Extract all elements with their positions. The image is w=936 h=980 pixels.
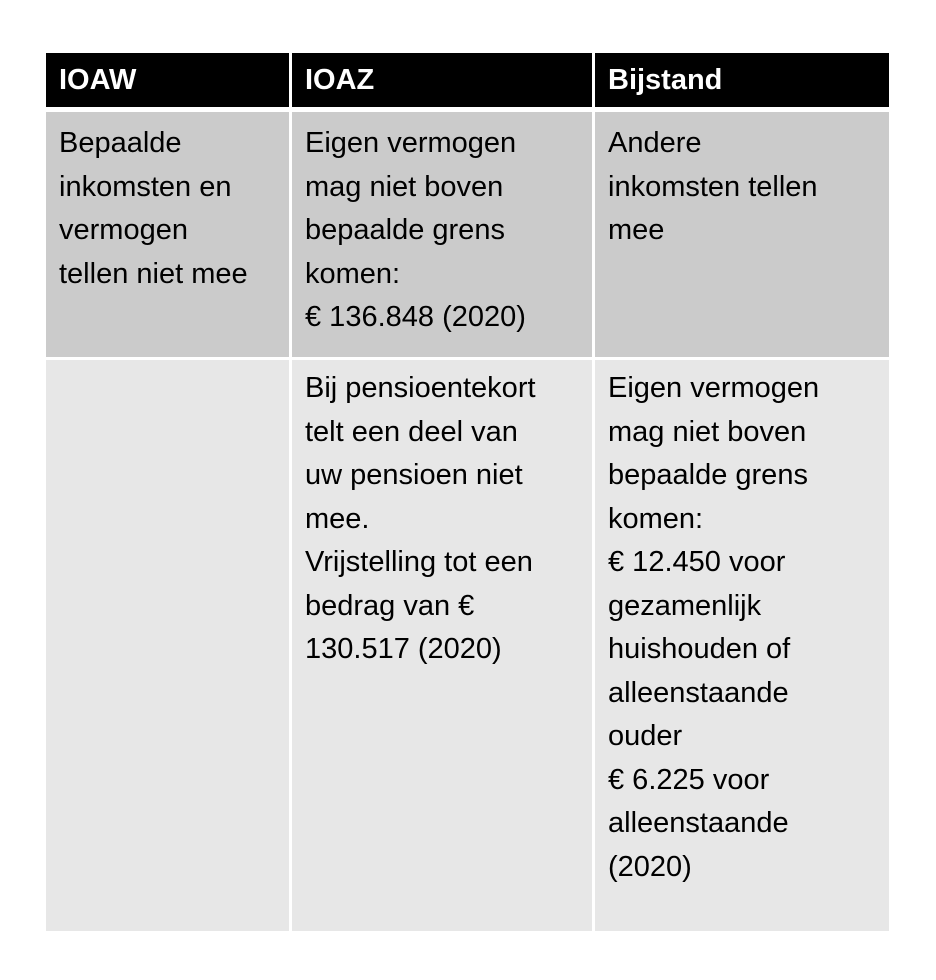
header-bijstand: Bijstand xyxy=(595,53,889,112)
cell-ioaz-income: Eigen vermogen mag niet boven bepaalde grens komen: € 136.848 (2020) xyxy=(292,112,595,360)
cell-bijstand-income: Andere inkomsten tellen mee xyxy=(595,112,889,360)
table-row xyxy=(46,360,889,931)
cell-ioaz-assets: Bij pensioentekort telt een deel van uw pensioen niet mee. Vrijstelling tot een bedrag van € 130.517 (2020) xyxy=(292,360,595,931)
header-ioaw: IOAW xyxy=(46,53,292,112)
cell-bijstand-assets: Eigen vermogen mag niet boven bepaalde grens komen: € 12.450 voor gezamenlijk huishouden of alleenstaande ouder € 6.225 voor alleenstaande (2020) xyxy=(595,360,889,931)
table-row xyxy=(46,112,889,360)
cell-ioaw-income: Bepaalde inkomsten en vermogen tellen niet mee xyxy=(46,112,292,360)
cell-ioaw-assets xyxy=(46,360,292,931)
header-ioaz: IOAZ xyxy=(292,53,595,112)
header-row xyxy=(46,53,889,112)
comparison-table xyxy=(46,53,889,931)
